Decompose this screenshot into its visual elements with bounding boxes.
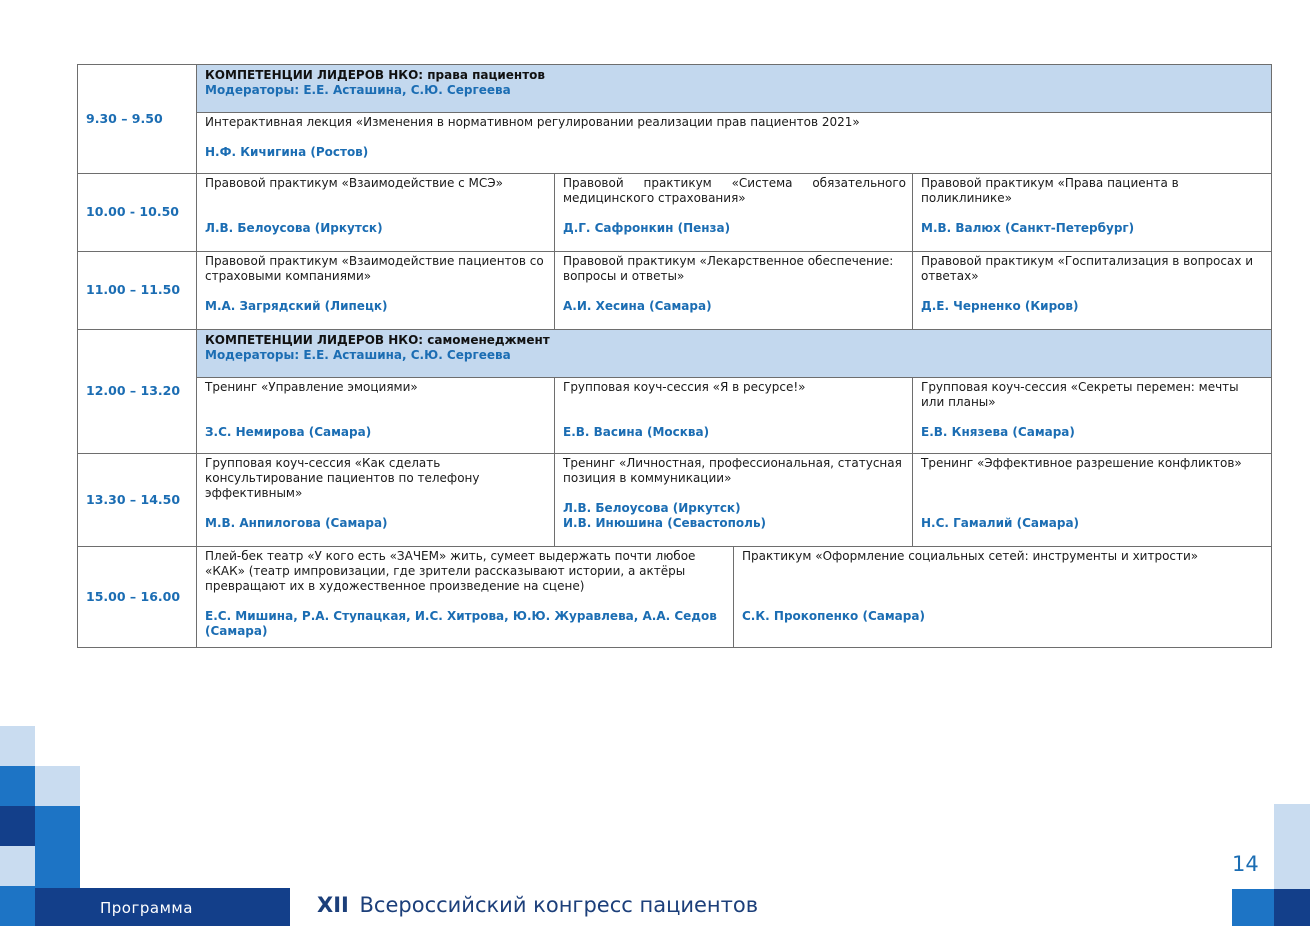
time-slot: 11.00 – 11.50	[78, 252, 197, 330]
session-cell	[734, 547, 1272, 648]
session-speaker: Д.Е. Черненко (Киров)	[921, 299, 1079, 313]
session-cell	[197, 454, 555, 547]
schedule-row-1330	[78, 454, 1272, 547]
decor-square	[0, 726, 35, 766]
session-cell	[197, 113, 1272, 174]
session-speaker: Е.В. Васина (Москва)	[563, 425, 710, 439]
block2-header-row	[78, 330, 1272, 378]
decor-square	[1274, 804, 1310, 849]
session-title: Интерактивная лекция «Изменения в нормативном регулировании реализации прав пациентов 2021»	[205, 115, 860, 129]
session-speaker: З.С. Немирова (Самара)	[205, 425, 372, 439]
decor-square	[1274, 889, 1310, 926]
session-cell	[197, 174, 555, 252]
session-title: Групповая коуч-сессия «Я в ресурсе!»	[563, 380, 806, 394]
session-speaker: Е.С. Мишина, Р.А. Ступацкая, И.С. Хитрова, Ю.Ю. Журавлева, А.А. Седов (Самара)	[205, 609, 717, 638]
section-title: КОМПЕТЕНЦИИ ЛИДЕРОВ НКО: права пациентов	[205, 68, 546, 82]
decor-square	[35, 766, 80, 806]
session-cell	[197, 547, 734, 648]
session-title: Правовой практикум «Госпитализация в вопросах и ответах»	[921, 254, 1254, 283]
footer-congress-roman: XII	[317, 893, 349, 917]
session-title: Групповая коуч-сессия «Секреты перемен: мечты или планы»	[921, 380, 1239, 409]
schedule-row-1500	[78, 547, 1272, 648]
session-speaker: Д.Г. Сафронкин (Пенза)	[563, 221, 731, 235]
session-speaker: Л.В. Белоусова (Иркутск)	[205, 221, 383, 235]
program-schedule-table	[77, 64, 1272, 648]
footer-congress-title	[317, 893, 758, 917]
session-speaker: Н.С. Гамалий (Самара)	[921, 516, 1080, 530]
session-cell	[913, 252, 1272, 330]
session-title: Плей-бек театр «У кого есть «ЗАЧЕМ» жить, сумеет выдержать почти любое «КАК» (театр импровизации, где зрители рассказывают истории, а актёры превращают их в художественное произведение на сцене)	[205, 549, 696, 593]
section-header	[197, 65, 1272, 113]
session-title: Практикум «Оформление социальных сетей: инструменты и хитрости»	[742, 549, 1199, 563]
session-speaker: Е.В. Князева (Самара)	[921, 425, 1075, 439]
session-speaker: М.В. Валюх (Санкт-Петербург)	[921, 221, 1135, 235]
session-speaker: И.В. Инюшина (Севастополь)	[563, 516, 767, 530]
section-moderators: Модераторы: Е.Е. Асташина, С.Ю. Сергеева	[205, 83, 511, 97]
session-cell	[197, 252, 555, 330]
footer-section-label: Программа	[100, 899, 193, 917]
session-speaker: А.И. Хесина (Самара)	[563, 299, 712, 313]
footer-section-bar	[35, 888, 290, 926]
section-moderators: Модераторы: Е.Е. Асташина, С.Ю. Сергеева	[205, 348, 511, 362]
decor-square	[0, 886, 35, 926]
session-cell	[913, 378, 1272, 454]
decor-square	[1232, 889, 1274, 926]
session-title: Правовой практикум «Взаимодействие с МСЭ»	[205, 176, 504, 190]
block1-header-row	[78, 65, 1272, 113]
session-title: Тренинг «Управление эмоциями»	[205, 380, 418, 394]
session-cell	[913, 454, 1272, 547]
time-slot: 9.30 – 9.50	[78, 65, 197, 174]
block1-lecture-row	[78, 113, 1272, 174]
decor-square	[0, 766, 35, 806]
session-speaker: Л.В. Белоусова (Иркутск)	[563, 501, 741, 515]
block2-sessions-row	[78, 378, 1272, 454]
decor-square	[0, 806, 35, 846]
session-cell	[197, 378, 555, 454]
decor-square	[1274, 849, 1310, 889]
session-cell	[913, 174, 1272, 252]
schedule-row-1000	[78, 174, 1272, 252]
time-slot: 10.00 - 10.50	[78, 174, 197, 252]
session-title: Правовой практикум «Взаимодействие пациентов со страховыми компаниями»	[205, 254, 544, 283]
session-cell	[555, 174, 913, 252]
section-title: КОМПЕТЕНЦИИ ЛИДЕРОВ НКО: самоменеджмент	[205, 333, 550, 347]
decor-square	[0, 846, 35, 886]
time-slot: 15.00 – 16.00	[78, 547, 197, 648]
session-title: Правовой практикум «Система обязательного медицинского страхования»	[563, 176, 906, 205]
session-cell	[555, 378, 913, 454]
schedule-row-1100	[78, 252, 1272, 330]
page-number: 14	[1232, 852, 1259, 876]
session-speaker: М.В. Анпилогова (Самара)	[205, 516, 388, 530]
session-title: Правовой практикум «Права пациента в поликлинике»	[921, 176, 1179, 205]
session-title: Правовой практикум «Лекарственное обеспечение: вопросы и ответы»	[563, 254, 894, 283]
decor-square	[35, 846, 80, 888]
decor-square	[35, 806, 80, 846]
session-speaker: Н.Ф. Кичигина (Ростов)	[205, 145, 369, 159]
session-speaker: М.А. Загрядский (Липецк)	[205, 299, 388, 313]
session-title: Групповая коуч-сессия «Как сделать консультирование пациентов по телефону эффективным»	[205, 456, 480, 500]
session-speaker: С.К. Прокопенко (Самара)	[742, 609, 925, 623]
session-title: Тренинг «Эффективное разрешение конфликтов»	[921, 456, 1242, 470]
session-cell	[555, 454, 913, 547]
time-slot: 13.30 – 14.50	[78, 454, 197, 547]
footer-congress-name: Всероссийский конгресс пациентов	[359, 893, 759, 917]
section-header	[197, 330, 1272, 378]
session-cell	[555, 252, 913, 330]
session-title: Тренинг «Личностная, профессиональная, статусная позиция в коммуникации»	[563, 456, 902, 485]
time-slot: 12.00 – 13.20	[78, 330, 197, 454]
